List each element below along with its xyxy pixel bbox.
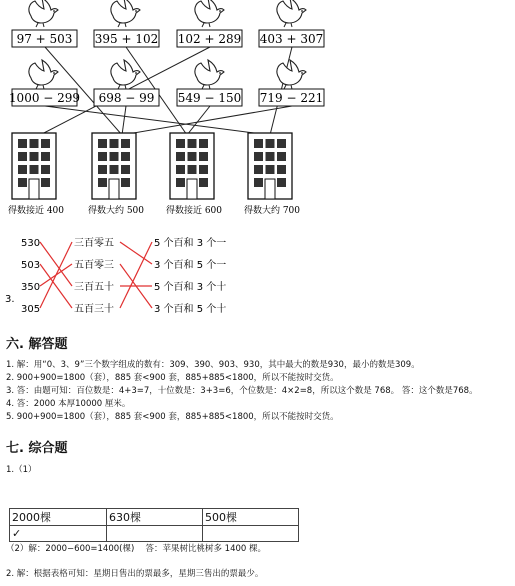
table-cell: 500棵 xyxy=(203,509,299,526)
expression-box xyxy=(12,30,77,47)
number-label: 305 xyxy=(21,304,41,315)
building-icon xyxy=(12,133,56,199)
expression-text: 698 − 99 xyxy=(98,91,155,105)
place-value-label: 5 个百和 3 个一 xyxy=(154,238,227,249)
expression-box xyxy=(94,89,159,106)
building-icon xyxy=(248,133,292,199)
chinese-number-label: 三百五十 xyxy=(74,282,114,293)
table-cell xyxy=(107,526,203,542)
place-value-label: 3 个百和 5 个十 xyxy=(154,304,227,315)
building-icon xyxy=(170,133,214,199)
expression-box xyxy=(9,89,80,106)
answer-line: 2. 900+900=1800（套），885 套<900 套，885+885<1800，所以不能按时交货。 xyxy=(6,373,339,383)
table-cell: 630棵 xyxy=(107,509,203,526)
answer-line: 3. 答：由题可知：百位数是：4+3=7，十位数是：3+3=6，个位数是：4×2=8，所以这个数是 768。 答：这个数是768。 xyxy=(6,386,478,396)
item-number: 1.（1） xyxy=(6,465,37,475)
table-cell: ✓ xyxy=(10,526,107,542)
building-caption: 得数接近 600 xyxy=(165,206,223,216)
table-cell xyxy=(203,526,299,542)
section7-heading: 七. 综合题 xyxy=(6,441,68,456)
answer-line: 5. 900+900=1800（套），885 套<900 套，885+885<1800，所以不能按时交货。 xyxy=(6,412,339,422)
expression-box xyxy=(259,89,324,106)
place-value-label: 3 个百和 5 个一 xyxy=(154,260,227,271)
place-value-label: 5 个百和 3 个十 xyxy=(154,282,227,293)
number-label: 350 xyxy=(21,282,41,293)
section6-heading: 六. 解答题 xyxy=(6,337,68,352)
expression-text: 403 + 307 xyxy=(259,32,324,46)
expression-text: 97 + 503 xyxy=(16,32,73,46)
expression-box xyxy=(259,30,324,47)
table-cell: 2000棵 xyxy=(10,509,107,526)
answer-line: 2. 解：根据表格可知：星期日售出的票最多，星期三售出的票最少。 xyxy=(6,569,264,579)
answer-line: 4. 答：2000 本厚10000 厘米。 xyxy=(6,399,131,409)
answer-table xyxy=(9,508,299,542)
question3-lines xyxy=(40,242,152,308)
building-caption: 得数大约 500 xyxy=(87,206,145,216)
chinese-number-label: 五百零三 xyxy=(74,260,114,271)
expression-text: 395 + 102 xyxy=(94,32,159,46)
chinese-number-label: 三百零五 xyxy=(74,238,114,249)
building-caption: 得数接近 400 xyxy=(7,206,65,216)
chinese-number-label: 五百三十 xyxy=(74,304,114,315)
number-label: 530 xyxy=(21,238,41,249)
expression-box xyxy=(94,30,159,47)
building-icon xyxy=(92,133,136,199)
expression-text: 549 − 150 xyxy=(177,91,242,105)
table-row xyxy=(10,526,299,542)
expression-text: 102 + 289 xyxy=(177,32,242,46)
table-row xyxy=(10,509,299,526)
building-caption: 得数大约 700 xyxy=(243,206,301,216)
expression-box xyxy=(177,30,242,47)
expression-box xyxy=(177,89,242,106)
answer-line: （2）解：2000−600=1400(棵) 答：苹果树比桃树多 1400 棵。 xyxy=(6,544,267,554)
section6-answers xyxy=(6,359,478,424)
answer-line: 1. 解：用“0、3、9”三个数字组成的数有：309、390、903、930，其中最大的数是930，最小的数是309。 xyxy=(6,360,420,370)
question-number: 3. xyxy=(5,294,15,305)
expression-text: 719 − 221 xyxy=(259,91,324,105)
expression-text: 1000 − 299 xyxy=(8,91,81,105)
number-label: 503 xyxy=(21,260,41,271)
